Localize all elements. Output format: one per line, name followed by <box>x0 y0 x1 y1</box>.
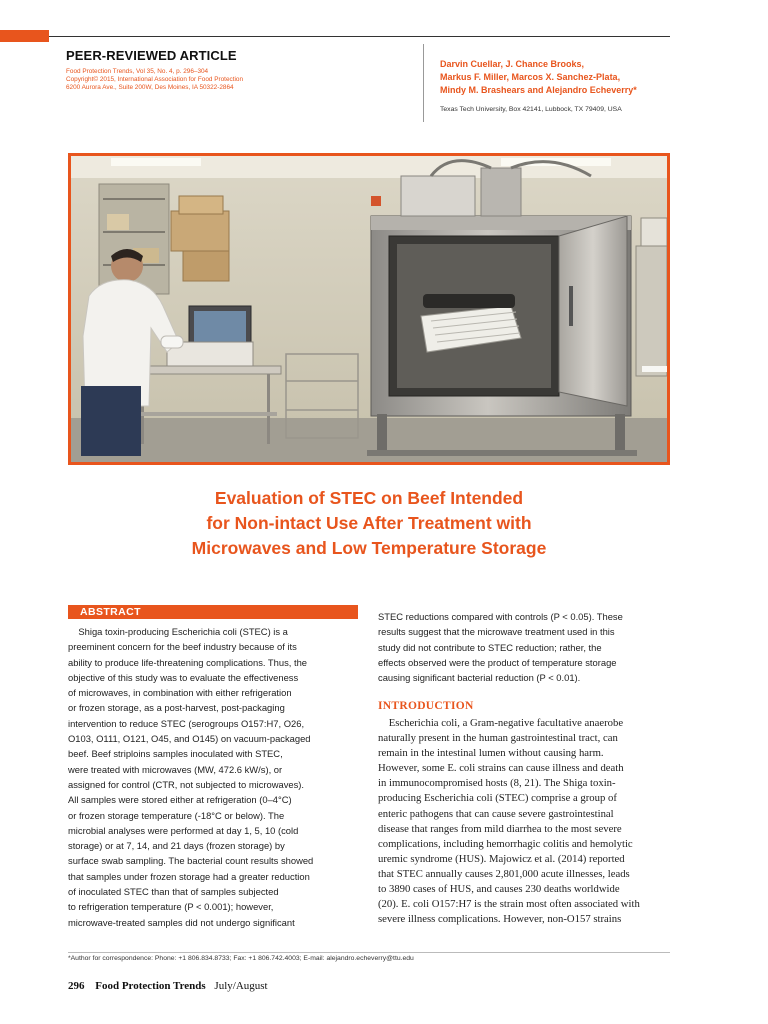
author-line: Markus F. Miller, Marcos X. Sanchez-Plata, <box>440 72 621 82</box>
intro-line: However, some E. coli strains can cause illness and death <box>378 762 624 775</box>
abstract-line: to refrigeration temperature (P < 0.001); however, <box>68 901 274 913</box>
correspondence-footnote: *Author for correspondence: Phone: +1 806.834.8733; Fax: +1 806.742.4003; E-mail: alejandro.echeverry@ttu.edu <box>68 955 414 962</box>
intro-line: Escherichia coli, a Gram-negative facultative anaerobe <box>378 717 624 729</box>
intro-line: to 3890 cases of HUS, and causes 230 deaths worldwide <box>378 883 620 896</box>
intro-line: producing Escherichia coli (STEC) comprise a group of <box>378 792 617 805</box>
abstract-line: beef. Beef striploins samples inoculated with STEC, <box>68 748 283 760</box>
introduction-body <box>378 716 678 927</box>
journal-name: Food Protection Trends <box>95 980 206 992</box>
article-title <box>68 486 670 561</box>
abstract-line: results suggest that the microwave treatment used in this <box>378 626 615 638</box>
citation-line: 6200 Aurora Ave., Suite 200W, Des Moines, IA 50322-2864 <box>66 84 234 91</box>
abstract-line: of microwaves, in combination with either refrigeration <box>68 687 292 699</box>
page-number: 296 <box>68 980 85 992</box>
section-heading-introduction: INTRODUCTION <box>378 700 474 712</box>
abstract-line: causing significant bacterial reduction (P < 0.01). <box>378 672 581 684</box>
intro-line: uremic syndrome (HUS). Majowicz et al. (2014) reported <box>378 852 625 865</box>
intro-line: that STEC annually causes 2,801,000 acute illnesses, leads <box>378 867 630 880</box>
abstract-line: effects observed were the product of temperature storage <box>378 656 617 668</box>
header-divider <box>423 44 424 122</box>
abstract-line: ability to produce life-threatening complications. Thus, the <box>68 656 308 668</box>
abstract-line: of inoculated STEC than that of samples subjected <box>68 886 279 898</box>
abstract-line: surface swab sampling. The bacterial count results showed <box>68 855 314 867</box>
title-line: for Non-intact Use After Treatment with <box>206 513 532 533</box>
header-rule <box>49 36 670 37</box>
abstract-line: All samples were stored either at refrigeration (0–4°C) <box>68 794 292 806</box>
author-line: Darvin Cuellar, J. Chance Brooks, <box>440 59 585 69</box>
citation-block <box>66 68 406 92</box>
author-line: Mindy M. Brashears and Alejandro Echeverry* <box>440 85 637 95</box>
intro-line: severe illness complications. However, non-O157 strains <box>378 913 622 926</box>
citation-line: Copyright© 2015, International Association for Food Protection <box>66 76 244 83</box>
title-line: Microwaves and Low Temperature Storage <box>191 538 547 558</box>
abstract-line: that samples under frozen storage had a greater reduction <box>68 870 310 882</box>
abstract-line: O103, O111, O121, O45, and O145) on vacuum-packaged <box>68 733 311 745</box>
abstract-heading: ABSTRACT <box>80 606 141 618</box>
issue-date: July/August <box>214 980 268 992</box>
intro-line: naturally present in the human gastrointestinal tract, can <box>378 732 618 745</box>
header-accent-bar <box>0 30 49 42</box>
affiliation: Texas Tech University, Box 42141, Lubbock, TX 79409, USA <box>440 106 622 113</box>
intro-line: complications, including hemorrhagic colitis and hemolytic <box>378 837 633 850</box>
abstract-line: or frozen storage, as a post-harvest, post-packaging <box>68 702 285 714</box>
abstract-line: objective of this study was to evaluate the effectiveness <box>68 671 299 683</box>
citation-line: Food Protection Trends, Vol 35, No. 4, p. 296–304 <box>66 68 209 75</box>
abstract-line: microbial analyses were performed at day 1, 5, 10 (cold <box>68 824 299 836</box>
abstract-line: storage) or at 7, 14, and 21 days (frozen storage) by <box>68 840 285 852</box>
title-line: Evaluation of STEC on Beef Intended <box>214 488 524 508</box>
abstract-line: or frozen storage temperature (-18°C or below). The <box>68 809 285 821</box>
intro-line: enteric pathogens that can cause severe gastrointestinal <box>378 807 614 820</box>
lab-photo <box>71 156 667 462</box>
abstract-line: intervention to reduce STEC (serogroups O157:H7, O26, <box>68 717 305 729</box>
intro-line: in immunocompromised hosts (8, 21). The Shiga toxin- <box>378 777 616 790</box>
abstract-line: Shiga toxin-producing Escherichia coli (STEC) is a <box>68 626 288 637</box>
abstract-continued <box>378 609 678 685</box>
author-list <box>440 58 637 97</box>
footnote-rule <box>68 952 670 953</box>
abstract-line: STEC reductions compared with controls (P < 0.05). These <box>378 611 623 622</box>
abstract-line: assigned for control (CTR, not subjected to microwaves). <box>68 778 305 790</box>
intro-line: remain in the intestinal lumen without causing harm. <box>378 747 604 760</box>
intro-line: (20). E. coli O157:H7 is the strain most often associated with <box>378 898 640 911</box>
abstract-line: study did not contribute to STEC reduction; rather, the <box>378 641 602 653</box>
abstract-line: microwave-treated samples did not undergo significant <box>68 916 295 928</box>
abstract-line: preeminent concern for the beef industry because of its <box>68 641 297 653</box>
intro-line: disease that ranges from mild diarrhea to the most severe <box>378 822 622 835</box>
page-footer <box>68 980 268 992</box>
article-type: PEER-REVIEWED ARTICLE <box>66 48 237 63</box>
abstract-line: were treated with microwaves (MW, 472.6 kW/s), or <box>68 763 283 775</box>
abstract-body <box>68 624 364 930</box>
